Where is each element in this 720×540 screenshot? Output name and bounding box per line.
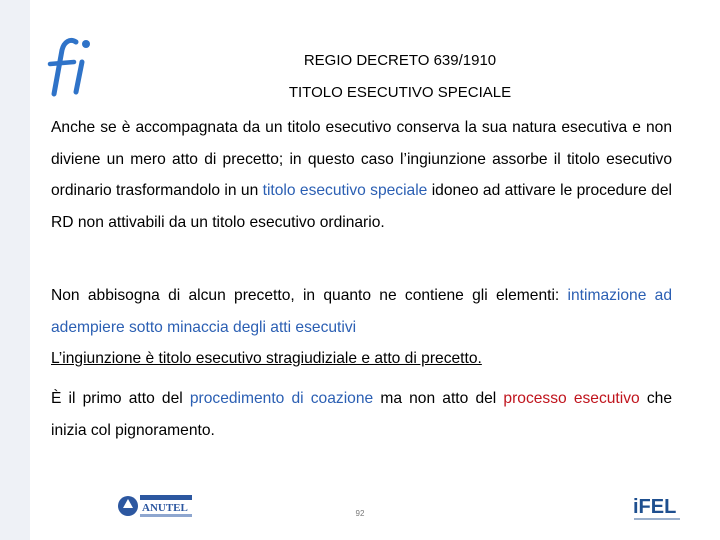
fi-logo-icon	[44, 34, 96, 100]
paragraph-4-highlight-red: processo esecutivo	[503, 390, 640, 407]
paragraph-4	[51, 383, 672, 446]
paragraph-2	[51, 280, 672, 343]
ifel-logo-text: iFEL	[633, 496, 677, 518]
paragraph-1-text-end: idoneo ad attivare le procedure del RD non attivabili da un titolo esecutivo ordinario.	[51, 182, 672, 231]
left-decorative-strip	[0, 0, 30, 540]
paragraph-2-highlight: intimazione ad adempiere sotto minaccia degli atti esecutivi	[51, 287, 672, 336]
paragraph-4-highlight-blue: procedimento di coazione	[189, 390, 374, 407]
anutel-logo-text: ANUTEL	[142, 502, 188, 514]
document-title: REGIO DECRETO 639/1910	[303, 52, 497, 69]
paragraph-4-text: È il primo atto del	[51, 390, 190, 407]
document-subtitle: TITOLO ESECUTIVO SPECIALE	[288, 84, 512, 101]
anutel-logo	[116, 493, 194, 520]
paragraph-4-text-end: che inizia col pignoramento.	[51, 390, 672, 439]
paragraph-4-text-mid: ma non atto del	[373, 390, 504, 407]
paragraph-2-text: Non abbisogna di alcun precetto, in quanto ne contiene gli elementi:	[51, 287, 568, 304]
ifel-logo	[633, 491, 683, 525]
paragraph-3	[51, 343, 672, 375]
paragraph-1-highlight: titolo esecutivo speciale	[262, 182, 428, 199]
page-number: 92	[355, 509, 365, 518]
paragraph-3-text: L’ingiunzione è titolo esecutivo stragiudiziale e atto di precetto.	[51, 350, 482, 367]
paragraph-1-text: Anche se è accompagnata da un titolo esecutivo conserva la sua natura esecutiva e non diviene un mero atto di precetto; in questo caso l’ingiunzione assorbe il titolo esecutivo ordinario trasformandolo in un	[51, 119, 672, 199]
paragraph-1	[51, 112, 672, 238]
